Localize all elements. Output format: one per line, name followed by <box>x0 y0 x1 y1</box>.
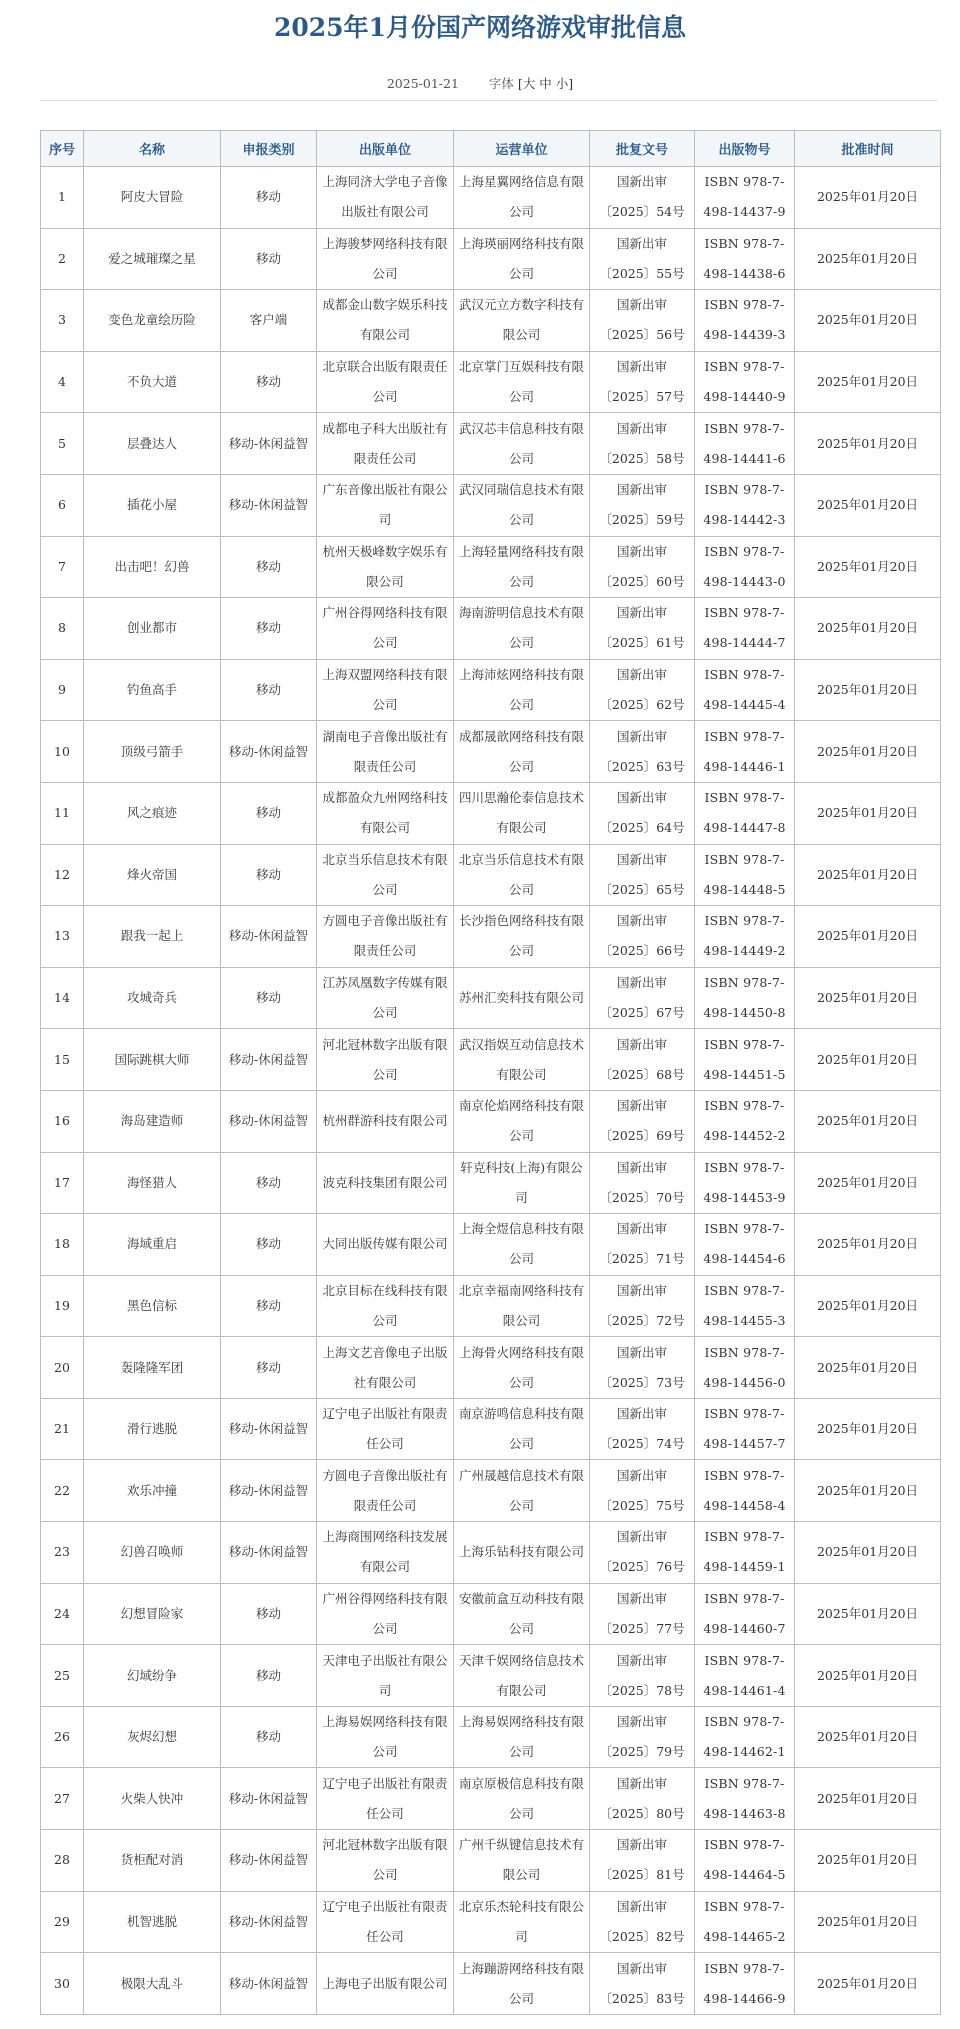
cell-category: 移动 <box>221 782 317 844</box>
cell-operator: 长沙指色网络科技有限公司 <box>454 906 590 968</box>
cell-approval-date: 2025年01月20日 <box>795 351 941 413</box>
cell-operator: 武汉同瑞信息技术有限公司 <box>454 474 590 536</box>
cell-approval-date: 2025年01月20日 <box>795 782 941 844</box>
cell-game-name: 钓鱼高手 <box>84 659 221 721</box>
cell-isbn: ISBN 978-7-498-14455-3 <box>695 1275 795 1337</box>
cell-publisher: 杭州天极峰数字娱乐有限公司 <box>317 536 454 598</box>
table-row <box>41 1090 941 1152</box>
table-row <box>41 290 941 352</box>
cell-approval-date: 2025年01月20日 <box>795 967 941 1029</box>
cell-approval-no: 国新出审〔2025〕62号 <box>590 659 695 721</box>
cell-publisher: 广东音像出版社有限公司 <box>317 474 454 536</box>
header-publisher: 出版单位 <box>317 131 454 167</box>
cell-operator: 北京乐杰轮科技有限公司 <box>454 1891 590 1953</box>
cell-approval-no: 国新出审〔2025〕72号 <box>590 1275 695 1337</box>
cell-publisher: 河北冠林数字出版有限公司 <box>317 1029 454 1091</box>
header-isbn: 出版物号 <box>695 131 795 167</box>
table-row <box>41 1706 941 1768</box>
table-row <box>41 659 941 721</box>
cell-category: 移动 <box>221 1275 317 1337</box>
cell-approval-date: 2025年01月20日 <box>795 1706 941 1768</box>
table-row <box>41 351 941 413</box>
cell-approval-date: 2025年01月20日 <box>795 1398 941 1460</box>
cell-approval-date: 2025年01月20日 <box>795 1768 941 1830</box>
cell-isbn: ISBN 978-7-498-14442-3 <box>695 474 795 536</box>
cell-index: 22 <box>41 1460 84 1522</box>
cell-operator: 海南游明信息技术有限公司 <box>454 598 590 660</box>
table-row <box>41 474 941 536</box>
cell-isbn: ISBN 978-7-498-14437-9 <box>695 167 795 229</box>
cell-isbn: ISBN 978-7-498-14452-2 <box>695 1090 795 1152</box>
header-category: 申报类别 <box>221 131 317 167</box>
cell-game-name: 海岛建造师 <box>84 1090 221 1152</box>
table-row <box>41 536 941 598</box>
cell-approval-date: 2025年01月20日 <box>795 1460 941 1522</box>
cell-index: 19 <box>41 1275 84 1337</box>
cell-isbn: ISBN 978-7-498-14461-4 <box>695 1645 795 1707</box>
cell-publisher: 辽宁电子出版社有限责任公司 <box>317 1891 454 1953</box>
cell-category: 移动 <box>221 1214 317 1276</box>
cell-index: 15 <box>41 1029 84 1091</box>
cell-approval-date: 2025年01月20日 <box>795 413 941 475</box>
cell-index: 28 <box>41 1830 84 1892</box>
cell-publisher: 上海骏梦网络科技有限公司 <box>317 228 454 290</box>
cell-isbn: ISBN 978-7-498-14454-6 <box>695 1214 795 1276</box>
cell-approval-no: 国新出审〔2025〕77号 <box>590 1583 695 1645</box>
cell-publisher: 江苏凤凰数字传媒有限公司 <box>317 967 454 1029</box>
cell-operator: 南京游鸣信息科技有限公司 <box>454 1398 590 1460</box>
cell-category: 移动 <box>221 844 317 906</box>
cell-approval-no: 国新出审〔2025〕73号 <box>590 1337 695 1399</box>
cell-isbn: ISBN 978-7-498-14443-0 <box>695 536 795 598</box>
cell-game-name: 顶级弓箭手 <box>84 721 221 783</box>
table-row <box>41 1214 941 1276</box>
cell-operator: 上海星翼网络信息有限公司 <box>454 167 590 229</box>
cell-operator: 上海乐钻科技有限公司 <box>454 1522 590 1584</box>
cell-publisher: 大同出版传媒有限公司 <box>317 1214 454 1276</box>
cell-index: 14 <box>41 967 84 1029</box>
cell-approval-date: 2025年01月20日 <box>795 1214 941 1276</box>
publish-date: 2025-01-21 <box>386 76 459 91</box>
cell-operator: 上海瑛丽网络科技有限公司 <box>454 228 590 290</box>
cell-publisher: 北京目标在线科技有限公司 <box>317 1275 454 1337</box>
page-title: 2025年1月份国产网络游戏审批信息 <box>274 13 686 42</box>
cell-publisher: 上海商围网络科技发展有限公司 <box>317 1522 454 1584</box>
cell-isbn: ISBN 978-7-498-14438-6 <box>695 228 795 290</box>
cell-index: 9 <box>41 659 84 721</box>
cell-index: 29 <box>41 1891 84 1953</box>
header-index: 序号 <box>41 131 84 167</box>
font-size-label: 字体 <box>488 76 514 91</box>
cell-approval-no: 国新出审〔2025〕54号 <box>590 167 695 229</box>
cell-game-name: 国际跳棋大师 <box>84 1029 221 1091</box>
header-operator: 运营单位 <box>454 131 590 167</box>
cell-publisher: 波克科技集团有限公司 <box>317 1152 454 1214</box>
cell-index: 30 <box>41 1953 84 2015</box>
cell-approval-date: 2025年01月20日 <box>795 1830 941 1892</box>
cell-approval-no: 国新出审〔2025〕79号 <box>590 1706 695 1768</box>
cell-approval-no: 国新出审〔2025〕58号 <box>590 413 695 475</box>
cell-approval-no: 国新出审〔2025〕56号 <box>590 290 695 352</box>
cell-publisher: 方圆电子音像出版社有限责任公司 <box>317 1460 454 1522</box>
cell-game-name: 海怪猎人 <box>84 1152 221 1214</box>
cell-approval-no: 国新出审〔2025〕71号 <box>590 1214 695 1276</box>
cell-index: 16 <box>41 1090 84 1152</box>
cell-approval-date: 2025年01月20日 <box>795 1645 941 1707</box>
cell-approval-date: 2025年01月20日 <box>795 228 941 290</box>
table-row <box>41 1152 941 1214</box>
cell-isbn: ISBN 978-7-498-14451-5 <box>695 1029 795 1091</box>
cell-category: 移动-休闲益智 <box>221 721 317 783</box>
table-row <box>41 413 941 475</box>
cell-category: 移动-休闲益智 <box>221 1460 317 1522</box>
cell-publisher: 北京联合出版有限责任公司 <box>317 351 454 413</box>
cell-category: 移动-休闲益智 <box>221 1891 317 1953</box>
cell-operator: 武汉指娱互动信息技术有限公司 <box>454 1029 590 1091</box>
cell-publisher: 广州谷得网络科技有限公司 <box>317 598 454 660</box>
cell-index: 18 <box>41 1214 84 1276</box>
cell-isbn: ISBN 978-7-498-14466-9 <box>695 1953 795 2015</box>
cell-index: 5 <box>41 413 84 475</box>
cell-isbn: ISBN 978-7-498-14440-9 <box>695 351 795 413</box>
cell-approval-no: 国新出审〔2025〕75号 <box>590 1460 695 1522</box>
cell-category: 移动-休闲益智 <box>221 1830 317 1892</box>
table-row <box>41 1029 941 1091</box>
table-row <box>41 1830 941 1892</box>
cell-approval-no: 国新出审〔2025〕68号 <box>590 1029 695 1091</box>
cell-category: 移动-休闲益智 <box>221 474 317 536</box>
cell-game-name: 烽火帝国 <box>84 844 221 906</box>
cell-approval-no: 国新出审〔2025〕76号 <box>590 1522 695 1584</box>
cell-publisher: 天津电子出版社有限公司 <box>317 1645 454 1707</box>
cell-category: 移动-休闲益智 <box>221 1029 317 1091</box>
cell-operator: 广州千纵键信息技术有限公司 <box>454 1830 590 1892</box>
cell-game-name: 极限大乱斗 <box>84 1953 221 2015</box>
cell-index: 12 <box>41 844 84 906</box>
cell-game-name: 机智逃脱 <box>84 1891 221 1953</box>
cell-approval-no: 国新出审〔2025〕80号 <box>590 1768 695 1830</box>
cell-category: 移动-休闲益智 <box>221 1398 317 1460</box>
table-row <box>41 967 941 1029</box>
cell-game-name: 爱之城璀璨之星 <box>84 228 221 290</box>
cell-game-name: 变色龙童绘历险 <box>84 290 221 352</box>
cell-index: 6 <box>41 474 84 536</box>
cell-publisher: 湖南电子音像出版社有限责任公司 <box>317 721 454 783</box>
cell-approval-no: 国新出审〔2025〕83号 <box>590 1953 695 2015</box>
table-row <box>41 1953 941 2015</box>
cell-operator: 天津千娱网络信息技术有限公司 <box>454 1645 590 1707</box>
header-approval-date: 批准时间 <box>795 131 941 167</box>
cell-approval-no: 国新出审〔2025〕63号 <box>590 721 695 783</box>
cell-isbn: ISBN 978-7-498-14444-7 <box>695 598 795 660</box>
cell-isbn: ISBN 978-7-498-14439-3 <box>695 290 795 352</box>
cell-game-name: 插花小屋 <box>84 474 221 536</box>
cell-category: 移动 <box>221 351 317 413</box>
cell-approval-date: 2025年01月20日 <box>795 598 941 660</box>
cell-isbn: ISBN 978-7-498-14453-9 <box>695 1152 795 1214</box>
cell-approval-date: 2025年01月20日 <box>795 1152 941 1214</box>
cell-index: 7 <box>41 536 84 598</box>
cell-game-name: 海域重启 <box>84 1214 221 1276</box>
cell-approval-date: 2025年01月20日 <box>795 167 941 229</box>
cell-game-name: 攻城奇兵 <box>84 967 221 1029</box>
cell-operator: 上海易娱网络科技有限公司 <box>454 1706 590 1768</box>
title-divider <box>40 100 938 101</box>
cell-index: 3 <box>41 290 84 352</box>
cell-game-name: 灰烬幻想 <box>84 1706 221 1768</box>
cell-category: 移动 <box>221 598 317 660</box>
cell-category: 移动 <box>221 967 317 1029</box>
cell-game-name: 货柜配对消 <box>84 1830 221 1892</box>
cell-operator: 北京幸福南网络科技有限公司 <box>454 1275 590 1337</box>
cell-operator: 苏州汇奕科技有限公司 <box>454 967 590 1029</box>
approval-table <box>40 130 941 2015</box>
cell-operator: 武汉元立方数字科技有限公司 <box>454 290 590 352</box>
cell-isbn: ISBN 978-7-498-14460-7 <box>695 1583 795 1645</box>
cell-operator: 南京伦焰网络科技有限公司 <box>454 1090 590 1152</box>
cell-approval-date: 2025年01月20日 <box>795 1891 941 1953</box>
cell-isbn: ISBN 978-7-498-14446-1 <box>695 721 795 783</box>
table-row <box>41 782 941 844</box>
cell-approval-no: 国新出审〔2025〕78号 <box>590 1645 695 1707</box>
cell-publisher: 辽宁电子出版社有限责任公司 <box>317 1768 454 1830</box>
table-row <box>41 1522 941 1584</box>
cell-isbn: ISBN 978-7-498-14448-5 <box>695 844 795 906</box>
cell-index: 20 <box>41 1337 84 1399</box>
cell-operator: 北京掌门互娱科技有限公司 <box>454 351 590 413</box>
cell-game-name: 黑色信标 <box>84 1275 221 1337</box>
cell-isbn: ISBN 978-7-498-14450-8 <box>695 967 795 1029</box>
table-row <box>41 1891 941 1953</box>
header-approval-no: 批复文号 <box>590 131 695 167</box>
cell-isbn: ISBN 978-7-498-14456-0 <box>695 1337 795 1399</box>
cell-operator: 广州晟越信息技术有限公司 <box>454 1460 590 1522</box>
cell-approval-date: 2025年01月20日 <box>795 844 941 906</box>
cell-operator: 南京原极信息科技有限公司 <box>454 1768 590 1830</box>
cell-approval-date: 2025年01月20日 <box>795 1090 941 1152</box>
cell-approval-date: 2025年01月20日 <box>795 1583 941 1645</box>
cell-isbn: ISBN 978-7-498-14459-1 <box>695 1522 795 1584</box>
table-row <box>41 1768 941 1830</box>
cell-category: 移动 <box>221 1706 317 1768</box>
cell-index: 23 <box>41 1522 84 1584</box>
cell-index: 26 <box>41 1706 84 1768</box>
cell-publisher: 北京当乐信息技术有限公司 <box>317 844 454 906</box>
cell-operator: 北京当乐信息技术有限公司 <box>454 844 590 906</box>
cell-isbn: ISBN 978-7-498-14449-2 <box>695 906 795 968</box>
cell-index: 24 <box>41 1583 84 1645</box>
cell-approval-date: 2025年01月20日 <box>795 1029 941 1091</box>
cell-index: 4 <box>41 351 84 413</box>
table-row <box>41 1398 941 1460</box>
cell-operator: 安徽前盒互动科技有限公司 <box>454 1583 590 1645</box>
cell-category: 移动-休闲益智 <box>221 1768 317 1830</box>
cell-approval-no: 国新出审〔2025〕57号 <box>590 351 695 413</box>
cell-approval-no: 国新出审〔2025〕82号 <box>590 1891 695 1953</box>
cell-approval-date: 2025年01月20日 <box>795 1275 941 1337</box>
cell-isbn: ISBN 978-7-498-14465-2 <box>695 1891 795 1953</box>
cell-category: 移动-休闲益智 <box>221 1522 317 1584</box>
table-row <box>41 1645 941 1707</box>
table-row <box>41 1275 941 1337</box>
cell-index: 2 <box>41 228 84 290</box>
cell-publisher: 上海双盟网络科技有限公司 <box>317 659 454 721</box>
cell-approval-date: 2025年01月20日 <box>795 290 941 352</box>
cell-operator: 武汉芯丰信息科技有限公司 <box>454 413 590 475</box>
cell-isbn: ISBN 978-7-498-14462-1 <box>695 1706 795 1768</box>
cell-category: 移动 <box>221 1583 317 1645</box>
cell-approval-no: 国新出审〔2025〕67号 <box>590 967 695 1029</box>
cell-operator: 上海全煜信息科技有限公司 <box>454 1214 590 1276</box>
cell-approval-date: 2025年01月20日 <box>795 1337 941 1399</box>
cell-approval-no: 国新出审〔2025〕66号 <box>590 906 695 968</box>
cell-index: 21 <box>41 1398 84 1460</box>
cell-publisher: 成都金山数字娱乐科技有限公司 <box>317 290 454 352</box>
cell-publisher: 广州谷得网络科技有限公司 <box>317 1583 454 1645</box>
cell-isbn: ISBN 978-7-498-14441-6 <box>695 413 795 475</box>
cell-publisher: 成都盈众九州网络科技有限公司 <box>317 782 454 844</box>
header-name: 名称 <box>84 131 221 167</box>
cell-approval-no: 国新出审〔2025〕65号 <box>590 844 695 906</box>
cell-isbn: ISBN 978-7-498-14458-4 <box>695 1460 795 1522</box>
cell-approval-no: 国新出审〔2025〕74号 <box>590 1398 695 1460</box>
cell-game-name: 层叠达人 <box>84 413 221 475</box>
table-row <box>41 1460 941 1522</box>
cell-category: 移动 <box>221 659 317 721</box>
cell-publisher: 上海易娱网络科技有限公司 <box>317 1706 454 1768</box>
cell-category: 移动 <box>221 1645 317 1707</box>
cell-game-name: 幻想冒险家 <box>84 1583 221 1645</box>
cell-publisher: 成都电子科大出版社有限责任公司 <box>317 413 454 475</box>
cell-isbn: ISBN 978-7-498-14447-8 <box>695 782 795 844</box>
cell-approval-date: 2025年01月20日 <box>795 474 941 536</box>
cell-game-name: 滑行逃脱 <box>84 1398 221 1460</box>
cell-category: 移动 <box>221 1152 317 1214</box>
cell-approval-date: 2025年01月20日 <box>795 906 941 968</box>
table-row <box>41 1337 941 1399</box>
cell-operator: 轩克科技(上海)有限公司 <box>454 1152 590 1214</box>
cell-approval-no: 国新出审〔2025〕64号 <box>590 782 695 844</box>
cell-index: 27 <box>41 1768 84 1830</box>
cell-publisher: 上海同济大学电子音像出版社有限公司 <box>317 167 454 229</box>
cell-isbn: ISBN 978-7-498-14457-7 <box>695 1398 795 1460</box>
cell-approval-date: 2025年01月20日 <box>795 536 941 598</box>
cell-category: 移动-休闲益智 <box>221 906 317 968</box>
cell-category: 客户端 <box>221 290 317 352</box>
cell-category: 移动-休闲益智 <box>221 1953 317 2015</box>
cell-index: 8 <box>41 598 84 660</box>
cell-approval-date: 2025年01月20日 <box>795 1953 941 2015</box>
cell-approval-no: 国新出审〔2025〕81号 <box>590 1830 695 1892</box>
cell-publisher: 河北冠林数字出版有限公司 <box>317 1830 454 1892</box>
cell-approval-no: 国新出审〔2025〕70号 <box>590 1152 695 1214</box>
cell-operator: 上海沛炫网络科技有限公司 <box>454 659 590 721</box>
cell-category: 移动-休闲益智 <box>221 1090 317 1152</box>
cell-category: 移动 <box>221 1337 317 1399</box>
table-row <box>41 721 941 783</box>
cell-index: 25 <box>41 1645 84 1707</box>
cell-operator: 四川思瀚伦泰信息技术有限公司 <box>454 782 590 844</box>
cell-index: 13 <box>41 906 84 968</box>
font-size-switcher[interactable]: [大 中 小] <box>517 76 574 91</box>
cell-game-name: 阿皮大冒险 <box>84 167 221 229</box>
table-row <box>41 167 941 229</box>
cell-isbn: ISBN 978-7-498-14464-5 <box>695 1830 795 1892</box>
cell-publisher: 方圆电子音像出版社有限责任公司 <box>317 906 454 968</box>
cell-approval-date: 2025年01月20日 <box>795 1522 941 1584</box>
table-row <box>41 844 941 906</box>
cell-approval-no: 国新出审〔2025〕60号 <box>590 536 695 598</box>
table-row <box>41 598 941 660</box>
cell-publisher: 杭州群游科技有限公司 <box>317 1090 454 1152</box>
cell-category: 移动 <box>221 167 317 229</box>
cell-publisher: 上海文艺音像电子出版社有限公司 <box>317 1337 454 1399</box>
cell-isbn: ISBN 978-7-498-14463-8 <box>695 1768 795 1830</box>
cell-approval-no: 国新出审〔2025〕61号 <box>590 598 695 660</box>
cell-game-name: 欢乐冲撞 <box>84 1460 221 1522</box>
cell-game-name: 幻域纷争 <box>84 1645 221 1707</box>
cell-game-name: 跟我一起上 <box>84 906 221 968</box>
cell-approval-date: 2025年01月20日 <box>795 659 941 721</box>
cell-index: 17 <box>41 1152 84 1214</box>
cell-game-name: 火柴人快冲 <box>84 1768 221 1830</box>
cell-publisher: 上海电子出版有限公司 <box>317 1953 454 2015</box>
cell-game-name: 风之痕迹 <box>84 782 221 844</box>
table-row <box>41 1583 941 1645</box>
cell-isbn: ISBN 978-7-498-14445-4 <box>695 659 795 721</box>
cell-category: 移动 <box>221 228 317 290</box>
cell-publisher: 辽宁电子出版社有限责任公司 <box>317 1398 454 1460</box>
cell-game-name: 出击吧！幻兽 <box>84 536 221 598</box>
table-header-row <box>41 131 941 167</box>
cell-game-name: 幻兽召唤师 <box>84 1522 221 1584</box>
cell-operator: 上海轻量网络科技有限公司 <box>454 536 590 598</box>
cell-approval-no: 国新出审〔2025〕69号 <box>590 1090 695 1152</box>
cell-index: 11 <box>41 782 84 844</box>
cell-approval-date: 2025年01月20日 <box>795 721 941 783</box>
cell-operator: 上海骨火网络科技有限公司 <box>454 1337 590 1399</box>
table-row <box>41 228 941 290</box>
table-row <box>41 906 941 968</box>
cell-index: 1 <box>41 167 84 229</box>
cell-game-name: 创业都市 <box>84 598 221 660</box>
cell-game-name: 轰隆隆军团 <box>84 1337 221 1399</box>
cell-game-name: 不负大道 <box>84 351 221 413</box>
cell-category: 移动 <box>221 536 317 598</box>
cell-approval-no: 国新出审〔2025〕55号 <box>590 228 695 290</box>
cell-category: 移动-休闲益智 <box>221 413 317 475</box>
cell-operator: 上海蹦游网络科技有限公司 <box>454 1953 590 2015</box>
article-meta <box>0 74 960 94</box>
cell-operator: 成都晟歆网络科技有限公司 <box>454 721 590 783</box>
cell-index: 10 <box>41 721 84 783</box>
cell-approval-no: 国新出审〔2025〕59号 <box>590 474 695 536</box>
